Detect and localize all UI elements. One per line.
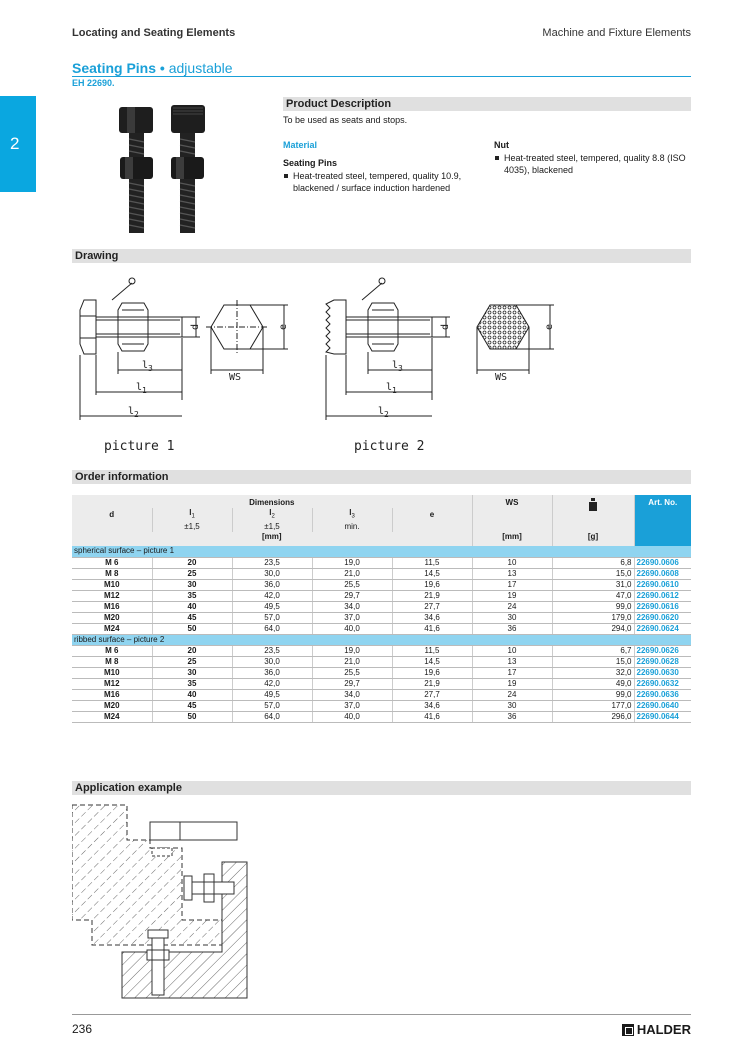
label-l1-1 [136,382,147,395]
cell-art-no[interactable]: 22690.0624 [634,623,691,634]
cell-weight: 32,0 [552,667,634,678]
cell-e: 41,6 [392,711,472,722]
label-ws-2: WS [495,372,508,383]
label-l1-2-letter: l [386,382,393,393]
label-l3-2-sub: 3 [398,364,403,373]
cell-l3: 40,0 [312,711,392,722]
cell-l3: 21,0 [312,656,392,667]
cell-art-no[interactable]: 22690.0620 [634,612,691,623]
knurled-surface [477,305,529,349]
l2-header-sub: 2 [271,513,275,520]
cell-d: M12 [72,678,152,689]
table-row [72,590,691,601]
cell-l1: 30 [152,667,232,678]
cell-d: M16 [72,689,152,700]
header-section-title: Locating and Seating Elements [72,27,236,39]
nut-material [494,152,694,176]
chapter-tab [0,96,36,192]
label-l2-2-letter: l [378,406,385,417]
pin-drawing-2 [326,300,432,354]
product-description-text: To be used as seats and stops. [283,115,408,125]
ws-header: WS [472,495,552,508]
label-l3-1-sub: 3 [148,364,153,373]
cell-l2: 42,0 [232,590,312,601]
cell-l3: 21,0 [312,568,392,579]
section-label: ribbed surface – picture 2 [72,634,691,645]
cell-l3: 25,5 [312,579,392,590]
table-row [72,689,691,700]
dimension-lines-1 [80,278,200,420]
seating-pin-photo-2 [171,105,205,233]
nut-heading: Nut [494,140,509,150]
pin-drawing-1 [80,300,182,354]
label-l2-1-letter: l [128,406,135,417]
mm-unit-dimensions: [mm] [72,532,472,546]
label-l2-1 [128,406,139,419]
table-row [72,700,691,711]
footer-divider [72,1014,691,1015]
cell-art-no[interactable]: 22690.0610 [634,579,691,590]
cell-l3: 34,0 [312,689,392,700]
l1-header [152,508,232,532]
cell-l1: 25 [152,568,232,579]
cell-d: M24 [72,711,152,722]
cell-ws: 10 [472,557,552,568]
cell-l1: 45 [152,612,232,623]
cell-e: 21,9 [392,678,472,689]
seating-pins-material-text: Heat-treated steel, tempered, quality 10.9, blackened / surface induction hardened [293,171,462,193]
l1-header-letter: l [189,508,192,517]
hex-view-1 [206,300,288,374]
cell-weight: 99,0 [552,601,634,612]
title-divider [72,76,691,77]
e-header: e [392,508,472,532]
product-description-heading: Product Description [283,97,691,111]
l2-header [232,508,312,532]
halder-logo [622,1022,691,1037]
cell-ws: 24 [472,601,552,612]
cell-ws: 17 [472,667,552,678]
label-l3-2 [392,360,403,373]
cell-l2: 23,5 [232,645,312,656]
nut-material-text: Heat-treated steel, tempered, quality 8.8 (ISO 4035), blackened [504,153,686,175]
drawing-heading: Drawing [72,249,691,263]
section-label: spherical surface – picture 1 [72,546,691,557]
cell-art-no[interactable]: 22690.0640 [634,700,691,711]
label-d-1: d [190,323,201,330]
cell-ws: 19 [472,590,552,601]
cell-l3: 19,0 [312,645,392,656]
material-heading: Material [283,140,318,150]
cell-d: M12 [72,590,152,601]
clamp [150,822,237,840]
cell-ws: 13 [472,568,552,579]
cell-l1: 35 [152,678,232,689]
dimensions-header: Dimensions [72,495,472,508]
label-l1-2 [386,382,397,395]
table-row [72,568,691,579]
halder-logo-icon [622,1024,634,1036]
cell-e: 34,6 [392,700,472,711]
table-row [72,579,691,590]
l2-header-letter: l [269,508,272,517]
title-main: Seating Pins [72,60,157,76]
cell-l3: 29,7 [312,678,392,689]
seating-pins-material [283,170,483,194]
title-sub: adjustable [168,60,233,76]
seating-pins-heading: Seating Pins [283,158,338,168]
weight-icon [588,498,598,512]
chapter-number: 2 [10,134,20,153]
dimension-lines-2 [326,278,450,420]
cell-d: M 8 [72,656,152,667]
cell-d: M20 [72,700,152,711]
cell-l1: 50 [152,623,232,634]
cell-l1: 50 [152,711,232,722]
label-e-1: e [278,323,289,330]
page-number: 236 [72,1022,93,1036]
halder-logo-text: HALDER [636,1022,691,1037]
label-l2-2 [378,406,389,419]
l3-min: min. [344,521,360,531]
label-l1-1-letter: l [136,382,143,393]
cell-art-no[interactable]: 22690.0636 [634,689,691,700]
l3-header-sub: 3 [351,513,355,520]
cell-weight: 296,0 [552,711,634,722]
title-separator: • [156,60,169,76]
table-row [72,557,691,568]
cell-weight: 6,8 [552,557,634,568]
cell-e: 27,7 [392,601,472,612]
cell-ws: 36 [472,623,552,634]
cell-weight: 99,0 [552,689,634,700]
cell-weight: 294,0 [552,623,634,634]
cell-d: M24 [72,623,152,634]
seating-pin-photo-1 [119,107,153,233]
cell-art-no[interactable]: 22690.0626 [634,645,691,656]
ws-spacer [472,508,552,532]
cell-l1: 20 [152,557,232,568]
cell-e: 11,5 [392,557,472,568]
label-l1-2-sub: 1 [392,386,397,395]
cell-e: 41,6 [392,623,472,634]
table-row [72,612,691,623]
cell-e: 14,5 [392,656,472,667]
cell-l1: 45 [152,700,232,711]
cell-art-no[interactable]: 22690.0630 [634,667,691,678]
cell-l3: 34,0 [312,601,392,612]
cell-art-no[interactable]: 22690.0628 [634,656,691,667]
cell-l3: 19,0 [312,557,392,568]
weight-icon-header [552,495,634,532]
cell-weight: 15,0 [552,656,634,667]
cell-ws: 24 [472,689,552,700]
l1-header-sub: 1 [191,513,195,520]
label-l1-1-sub: 1 [142,386,147,395]
cell-l1: 20 [152,645,232,656]
cell-l2: 49,5 [232,601,312,612]
art-no-header: Art. No. [634,495,691,546]
cell-art-no[interactable]: 22690.0606 [634,557,691,568]
cell-ws: 13 [472,656,552,667]
technical-drawing [72,270,572,460]
l3-header-letter: l [349,508,352,517]
cell-d: M20 [72,612,152,623]
product-code: EH 22690. [72,78,115,88]
table-row [72,711,691,722]
cell-l3: 37,0 [312,700,392,711]
order-information-heading: Order information [72,470,691,484]
label-d-2: d [440,323,451,330]
g-unit: [g] [552,532,634,546]
label-l3-2-letter: l [392,360,399,371]
cell-d: M 6 [72,557,152,568]
picture-2-label: picture 2 [354,439,425,454]
cell-d: M16 [72,601,152,612]
application-example-drawing [72,800,252,1000]
cell-l2: 64,0 [232,711,312,722]
cell-l1: 40 [152,689,232,700]
cell-weight: 47,0 [552,590,634,601]
cell-l3: 37,0 [312,612,392,623]
cell-e: 11,5 [392,645,472,656]
cell-weight: 31,0 [552,579,634,590]
cell-l2: 30,0 [232,656,312,667]
cell-d: M 6 [72,645,152,656]
table-row [72,656,691,667]
label-ws-1: WS [229,372,242,383]
table-row [72,623,691,634]
cell-art-no[interactable]: 22690.0612 [634,590,691,601]
cell-ws: 36 [472,711,552,722]
cell-l2: 57,0 [232,612,312,623]
label-l2-1-sub: 2 [134,410,139,419]
page-title [72,60,233,76]
cell-ws: 17 [472,579,552,590]
cell-e: 14,5 [392,568,472,579]
cell-d: M 8 [72,568,152,579]
header-catalog-title: Machine and Fixture Elements [542,27,691,39]
l2-tolerance: ±1,5 [264,521,280,531]
cell-l2: 42,0 [232,678,312,689]
cell-l3: 40,0 [312,623,392,634]
cell-weight: 177,0 [552,700,634,711]
table-row [72,678,691,689]
cell-weight: 49,0 [552,678,634,689]
picture-1-label: picture 1 [104,439,175,454]
cell-l2: 57,0 [232,700,312,711]
cell-ws: 30 [472,700,552,711]
cell-l2: 64,0 [232,623,312,634]
table-section-header [72,634,691,645]
label-l3-1 [142,360,153,373]
d-header: d [72,508,152,532]
label-l2-2-sub: 2 [384,410,389,419]
cell-l3: 29,7 [312,590,392,601]
application-example-heading: Application example [72,781,691,795]
cell-e: 19,6 [392,667,472,678]
cell-e: 19,6 [392,579,472,590]
cell-l1: 35 [152,590,232,601]
cell-l2: 36,0 [232,579,312,590]
label-l3-1-letter: l [142,360,149,371]
product-photo [105,95,220,240]
clamp-pad [152,848,172,856]
cell-art-no[interactable]: 22690.0644 [634,711,691,722]
cell-weight: 6,7 [552,645,634,656]
cell-art-no[interactable]: 22690.0632 [634,678,691,689]
cell-e: 34,6 [392,612,472,623]
cell-d: M10 [72,579,152,590]
mm-unit-ws: [mm] [472,532,552,546]
cell-l2: 36,0 [232,667,312,678]
cell-l1: 40 [152,601,232,612]
cell-e: 27,7 [392,689,472,700]
cell-weight: 179,0 [552,612,634,623]
cell-l2: 30,0 [232,568,312,579]
table-row [72,601,691,612]
order-table [72,495,691,723]
table-section-header [72,546,691,557]
table-row [72,667,691,678]
l3-header [312,508,392,532]
bullet-icon [284,174,288,178]
cell-weight: 15,0 [552,568,634,579]
cell-d: M10 [72,667,152,678]
cell-art-no[interactable]: 22690.0616 [634,601,691,612]
cell-ws: 10 [472,645,552,656]
cell-l1: 25 [152,656,232,667]
cell-l1: 30 [152,579,232,590]
label-e-2: e [544,323,555,330]
cell-art-no[interactable]: 22690.0608 [634,568,691,579]
cell-l2: 49,5 [232,689,312,700]
cell-l2: 23,5 [232,557,312,568]
cell-e: 21,9 [392,590,472,601]
cell-ws: 30 [472,612,552,623]
table-row [72,645,691,656]
bullet-icon [495,156,499,160]
l1-tolerance: ±1,5 [184,521,200,531]
cell-l3: 25,5 [312,667,392,678]
cell-ws: 19 [472,678,552,689]
